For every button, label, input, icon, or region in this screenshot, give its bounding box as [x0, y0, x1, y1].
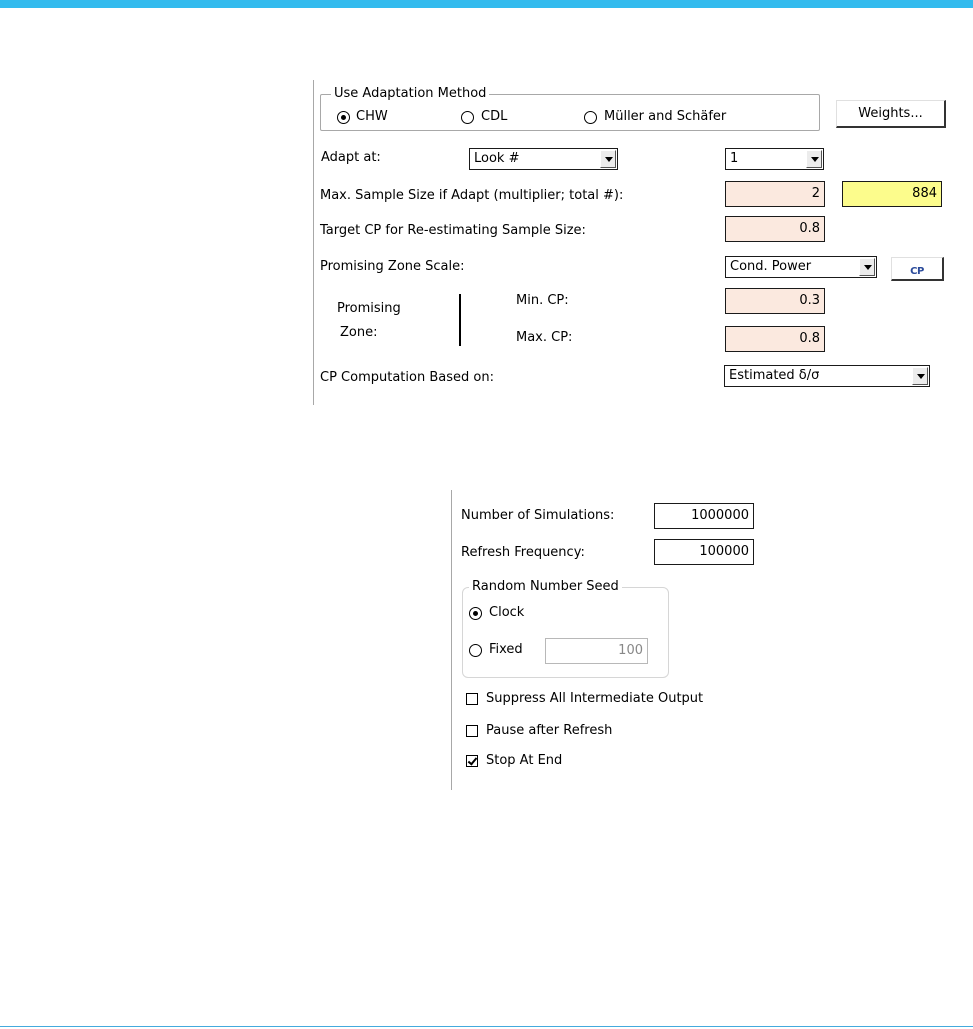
chevron-down-icon [859, 258, 875, 276]
max-sample-multiplier-field[interactable]: 2 [725, 181, 825, 207]
radio-chw-label: CHW [356, 109, 388, 124]
cp-computation-select[interactable] [724, 365, 930, 387]
max-sample-size-label: Max. Sample Size if Adapt (multiplier; total #): [320, 188, 624, 203]
adapt-at-label: Adapt at: [321, 150, 381, 165]
min-cp-field[interactable]: 0.3 [725, 288, 825, 314]
num-simulations-field[interactable]: 1000000 [654, 503, 754, 529]
weights-button[interactable]: Weights... [836, 100, 946, 128]
radio-cdl[interactable] [461, 111, 474, 124]
adapt-at-select[interactable] [469, 148, 618, 170]
adaptation-method-group-title: Use Adaptation Method [331, 86, 489, 102]
random-seed-group-title: Random Number Seed [469, 579, 622, 595]
chevron-down-icon [600, 150, 616, 168]
radio-muller-schafer-label: Müller and Schäfer [604, 109, 727, 124]
max-cp-field[interactable]: 0.8 [725, 326, 825, 352]
radio-seed-fixed[interactable] [469, 644, 482, 657]
cp-computation-label: CP Computation Based on: [320, 370, 494, 385]
adapt-look-number-select[interactable] [725, 148, 824, 170]
cp-chart-button[interactable] [891, 257, 944, 281]
promising-zone-label-line2: Zone: [340, 325, 378, 340]
promising-zone-scale-value: Cond. Power [730, 259, 812, 274]
radio-cdl-label: CDL [481, 109, 508, 124]
window-bottom-border [0, 1026, 973, 1027]
max-sample-total-field: 884 [842, 181, 942, 207]
max-cp-label: Max. CP: [516, 330, 573, 345]
random-seed-group [462, 587, 669, 678]
refresh-frequency-label: Refresh Frequency: [461, 545, 585, 560]
radio-seed-clock-label: Clock [489, 605, 525, 620]
target-cp-field[interactable]: 0.8 [725, 216, 825, 242]
promising-zone-scale-select[interactable] [725, 256, 877, 278]
checkbox-suppress-output[interactable] [466, 693, 478, 705]
adapt-look-number-value: 1 [730, 151, 739, 166]
checkbox-suppress-output-label: Suppress All Intermediate Output [486, 691, 704, 706]
radio-seed-clock[interactable] [469, 607, 482, 620]
simulation-panel-divider [451, 490, 452, 790]
adaptation-panel-divider [313, 80, 314, 405]
checkbox-pause-refresh[interactable] [466, 725, 478, 737]
promising-zone-scale-label: Promising Zone Scale: [320, 259, 465, 274]
num-simulations-label: Number of Simulations: [461, 508, 615, 523]
promising-zone-bracket [459, 294, 461, 346]
promising-zone-label-line1: Promising [337, 301, 401, 316]
min-cp-label: Min. CP: [516, 293, 569, 308]
checkbox-pause-refresh-label: Pause after Refresh [486, 723, 613, 738]
chevron-down-icon [806, 150, 822, 168]
fixed-seed-field[interactable]: 100 [545, 638, 648, 664]
cp-computation-value: Estimated δ/σ [729, 368, 820, 383]
chevron-down-icon [912, 367, 928, 385]
radio-muller-schafer[interactable] [584, 111, 597, 124]
radio-chw[interactable] [337, 111, 350, 124]
radio-seed-fixed-label: Fixed [489, 642, 523, 657]
checkbox-stop-at-end[interactable] [466, 755, 478, 767]
target-cp-label: Target CP for Re-estimating Sample Size: [320, 223, 586, 238]
checkbox-stop-at-end-label: Stop At End [486, 753, 563, 768]
window-top-bar [0, 0, 973, 8]
adapt-at-select-value: Look # [474, 151, 520, 166]
refresh-frequency-field[interactable]: 100000 [654, 539, 754, 565]
cp-icon: CP [910, 266, 924, 277]
